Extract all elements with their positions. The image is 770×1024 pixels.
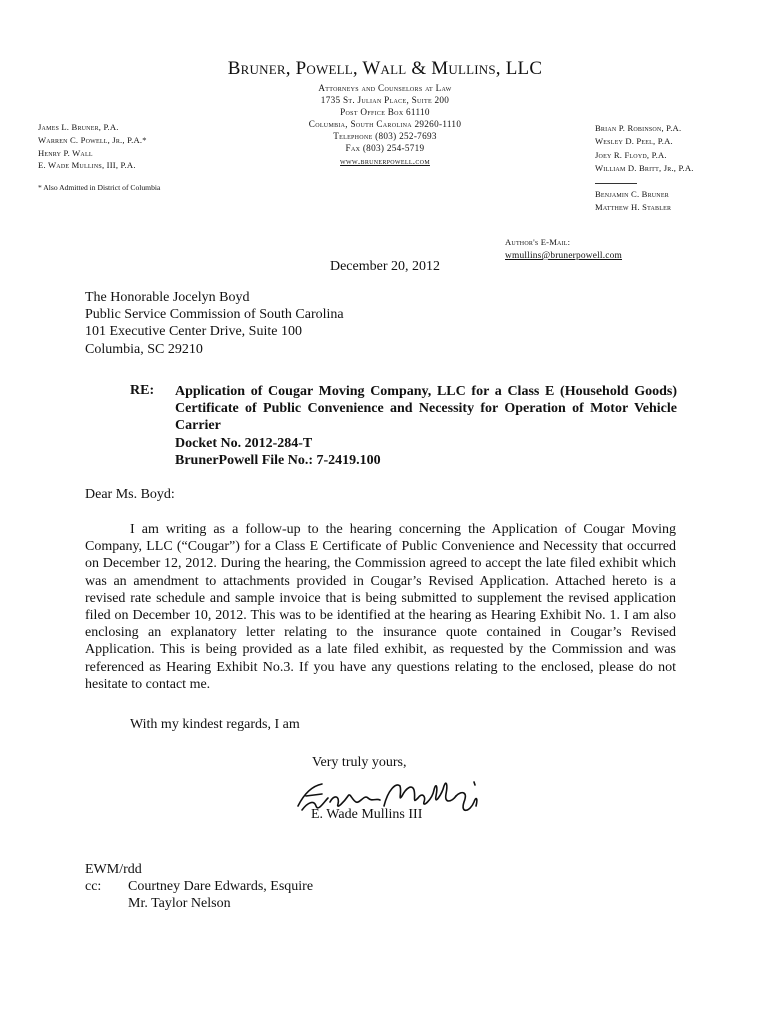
letter-date: December 20, 2012 [329, 259, 441, 274]
firm-city-line: Columbia, South Carolina 29260-1110 [308, 119, 462, 130]
firm-name: Bruner, Powell, Wall & Mullins, LLC [227, 58, 543, 79]
admission-footnote: * Also Admitted in District of Columbia [38, 183, 161, 192]
typist-initials: EWM/rdd [85, 862, 142, 877]
firm-contact-block [235, 82, 535, 167]
cc-recipient: Mr. Taylor Nelson [128, 896, 231, 912]
partner-name: E. Wade Mullins, III, P.A. [38, 160, 136, 171]
closing-line: With my kindest regards, I am [130, 717, 300, 732]
firm-street-address: 1735 St. Julian Place, Suite 200 [320, 95, 450, 106]
firm-tagline: Attorneys and Counselors at Law [318, 83, 452, 93]
partner-name: Brian P. Robinson, P.A. [595, 123, 682, 133]
addressee-line: Columbia, SC 29210 [85, 341, 203, 357]
firm-po-box: Post Office Box 61110 [340, 107, 430, 118]
re-file-number: BrunerPowell File No.: 7-2419.100 [175, 452, 381, 468]
author-email-label: Author's E-Mail: [505, 237, 571, 247]
partner-name: Warren C. Powell, Jr., P.A.* [38, 134, 147, 145]
addressee-line: 101 Executive Center Drive, Suite 100 [85, 324, 302, 340]
firm-telephone: Telephone (803) 252-7693 [333, 131, 437, 142]
right-partners-list [595, 122, 694, 215]
re-subject: Application of Cougar Moving Company, LLC for a Class E (Household Goods) Certificate of Public Convenience and Necessity for Operation of Motor Vehicle Carrier [175, 384, 677, 434]
body-paragraph: I am writing as a follow-up to the hearing concerning the Application of Cougar Moving Company, LLC (“Cougar”) for a Class E Certificate of Public Convenience and Necessity that occurred on December 12, 2012. During the hearing, the Commission agreed to accept the late filed exhibit which was an amendment to attachments provided in Cougar’s Revised Application. Attached hereto is a revised rate schedule and sample invoice that is being submitted to supplement the revised application filed on December 10, 2012. This was to be identified at the hearing as Hearing Exhibit No. 1. I am also enclosing an explanatory letter relating to the insurance quote contained in Cougar’s Revised Application. This is being provided as a late filed exhibit, as requested by the Commission and was referenced as Hearing Exhibit No.3. If you have any questions relating to the enclosed, please do not hesitate to contact me. [85, 522, 676, 692]
associate-name: Matthew H. Stabler [595, 202, 672, 213]
partner-name: Joey R. Floyd, P.A. [595, 149, 667, 160]
cc-recipient: Courtney Dare Edwards, Esquire [128, 879, 314, 894]
salutation: Dear Ms. Boyd: [85, 487, 175, 502]
left-partners-list [38, 121, 147, 172]
valediction: Very truly yours, [312, 755, 407, 770]
associate-name: Benjamin C. Bruner [595, 189, 669, 200]
re-docket: Docket No. 2012-284-T [175, 435, 313, 451]
partner-name: Henry P. Wall [38, 147, 93, 158]
partners-divider [595, 183, 637, 184]
addressee-line: Public Service Commission of South Carolina [85, 307, 344, 323]
firm-fax: Fax (803) 254-5719 [345, 143, 425, 154]
addressee-block [85, 289, 344, 358]
firm-website: www.brunerpowell.com [340, 155, 430, 166]
re-block [175, 383, 677, 469]
partner-name: William D. Britt, Jr., P.A. [595, 162, 694, 173]
cc-label: cc: [85, 879, 102, 894]
addressee-line: The Honorable Jocelyn Boyd [85, 290, 250, 305]
signer-name: E. Wade Mullins III [311, 807, 423, 822]
cc-recipients [128, 878, 313, 912]
partner-name: James L. Bruner, P.A. [38, 122, 119, 132]
author-email-link[interactable]: wmullins@brunerpowell.com [505, 251, 623, 261]
re-label: RE: [130, 383, 155, 398]
partner-name: Wesley D. Peel, P.A. [595, 136, 673, 147]
